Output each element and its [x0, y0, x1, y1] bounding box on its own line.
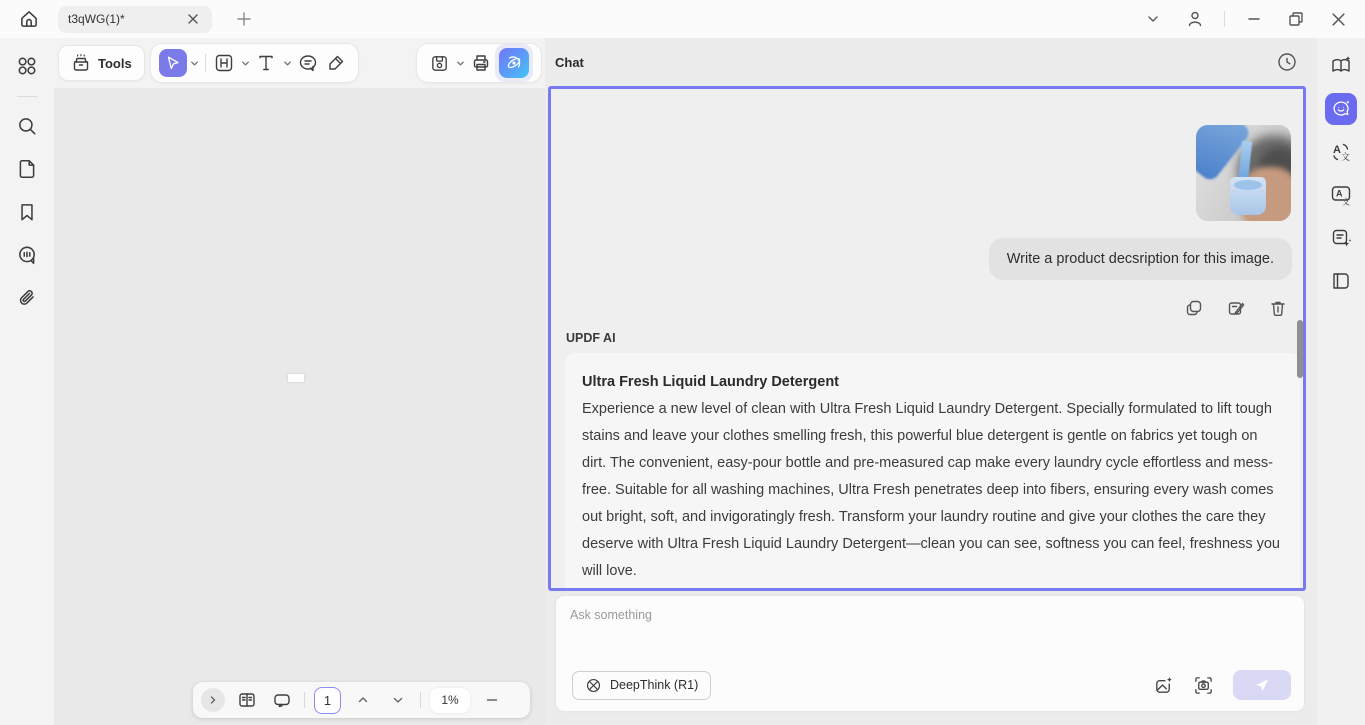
heading-tool-dropdown[interactable] [238, 56, 252, 70]
select-tool-dropdown[interactable] [187, 56, 201, 70]
text-icon [255, 52, 277, 74]
rewrite-icon [1226, 298, 1246, 318]
delete-icon [1268, 298, 1288, 318]
document-workspace [54, 38, 545, 725]
account-button[interactable] [1178, 4, 1212, 34]
collapse-navbar-button[interactable] [201, 688, 225, 712]
add-image-button[interactable] [1151, 673, 1175, 697]
home-icon [18, 8, 40, 30]
bookmark-icon [16, 201, 38, 223]
chevron-down-icon [1146, 12, 1160, 26]
tab-close-button[interactable] [184, 10, 202, 28]
account-icon [1185, 9, 1205, 29]
ai-response-body: Experience a new level of clean with Ultra Fresh Liquid Laundry Detergent. Specially formulated to lift tough stains and leave your clothes smelling fresh, this powerful blue detergent is gentle on fabrics yet tough on dirt. The convenient, easy-pour bottle and pre-measured cap make every laundry cycle effortless and mess-free. Suitable for all washing machines, Ultra Fresh penetrates deep into fibers, ensuring every wash comes out bright, soft, and invigoratingly fresh. Transform your laundry routine and give your clothes the care they deserve with Ultra Fresh Liquid Laundry Detergent—clean you can see, softness you can feel, freshness you will love. [582, 401, 1280, 579]
save-button[interactable] [425, 49, 453, 77]
user-message-text: Write a product decsription for this image. [1006, 251, 1274, 267]
navbar-separator [420, 692, 421, 708]
facing-pages-icon [1329, 269, 1353, 293]
tools-button-label: Tools [98, 55, 132, 71]
message-action-bar [1183, 297, 1289, 319]
sidebar-item-thumbnails[interactable] [12, 154, 42, 184]
tools-button[interactable] [58, 45, 145, 81]
screenshot-icon [1193, 675, 1214, 696]
user-message-bubble [989, 238, 1292, 280]
heading-tool-button[interactable] [210, 49, 238, 77]
sidebar-divider [17, 96, 37, 97]
text-tool-button[interactable] [252, 49, 280, 77]
presentation-mode-button[interactable] [269, 687, 295, 713]
chevron-down-icon [240, 58, 251, 69]
reader-ai-icon [1329, 54, 1353, 78]
sidebar-item-search[interactable] [12, 111, 42, 141]
chevron-right-icon [207, 694, 219, 706]
translate-icon [1329, 140, 1353, 164]
toolbar-separator [205, 54, 206, 72]
sidebar-item-translate[interactable] [1325, 136, 1357, 168]
highlighter-tool-button[interactable] [322, 49, 350, 77]
titlebar-dropdown-button[interactable] [1136, 4, 1170, 34]
page-number: 1 [323, 692, 332, 708]
sidebar-item-bookmarks[interactable] [12, 197, 42, 227]
sidebar-item-ai-chat[interactable] [1325, 93, 1357, 125]
navbar-separator [304, 692, 305, 708]
new-tab-button[interactable] [234, 9, 254, 29]
print-icon [470, 52, 492, 74]
comment-icon [297, 52, 319, 74]
add-image-icon [1153, 675, 1174, 696]
send-icon [1253, 676, 1271, 694]
ai-response-title: Ultra Fresh Liquid Laundry Detergent [582, 374, 839, 390]
svg-text:A: A [1336, 188, 1343, 199]
minimize-icon [1247, 12, 1261, 26]
search-icon [16, 115, 38, 137]
chat-input-card [556, 596, 1304, 711]
previous-page-button[interactable] [350, 687, 376, 713]
restore-icon [1288, 11, 1304, 27]
zoom-level: 1% [441, 693, 459, 707]
close-window-button[interactable] [1321, 4, 1355, 34]
select-tool-button[interactable] [159, 49, 187, 77]
window-controls [1136, 4, 1355, 34]
chevron-down-icon [391, 693, 405, 707]
window-controls-separator [1224, 11, 1225, 27]
save-icon [429, 53, 450, 74]
ai-chat-icon [1330, 98, 1352, 120]
chat-panel-header [545, 38, 1317, 86]
svg-text:文: 文 [1342, 197, 1350, 207]
plus-icon [236, 11, 252, 27]
chevron-up-icon [356, 693, 370, 707]
home-button[interactable] [16, 6, 42, 32]
svg-text:A: A [1333, 144, 1341, 156]
comment-tool-button[interactable] [294, 49, 322, 77]
zoom-out-button[interactable] [479, 687, 505, 713]
svg-text:文: 文 [1341, 152, 1351, 162]
document-page[interactable] [288, 374, 304, 382]
minus-icon [485, 693, 499, 707]
attached-image-thumbnail[interactable] [1196, 125, 1291, 221]
deepthink-toggle-button[interactable] [572, 671, 711, 700]
close-icon [1331, 12, 1346, 27]
text-tool-dropdown[interactable] [280, 56, 294, 70]
send-button[interactable] [1233, 670, 1291, 700]
highlighter-icon [325, 52, 347, 74]
chat-panel-title: Chat [555, 54, 584, 70]
two-page-view-button[interactable] [234, 687, 260, 713]
sidebar-item-attachments[interactable] [12, 283, 42, 313]
page-navigation-bar [193, 682, 530, 718]
close-icon [187, 13, 199, 25]
left-sidebar [0, 38, 54, 725]
copy-icon [1184, 298, 1204, 318]
save-dropdown[interactable] [453, 56, 467, 70]
thumbnails-icon [16, 158, 38, 180]
app-grid-icon [16, 55, 38, 77]
chat-input-toolbar [572, 670, 1291, 700]
deepseek-icon [585, 677, 602, 694]
audio-comment-icon [16, 244, 38, 266]
chevron-down-icon [455, 58, 466, 69]
annotation-tool-group [150, 43, 359, 83]
chat-scrollbar[interactable] [1297, 320, 1303, 378]
chevron-down-icon [189, 58, 200, 69]
sidebar-item-annotations[interactable] [12, 240, 42, 270]
next-page-button[interactable] [385, 687, 411, 713]
ai-sender-label: UPDF AI [566, 331, 616, 345]
presentation-icon [271, 689, 293, 711]
chat-input[interactable] [570, 608, 1110, 668]
attachment-icon [16, 287, 38, 309]
minimize-button[interactable] [1237, 4, 1271, 34]
file-tool-group [416, 43, 542, 83]
heading-icon [213, 52, 235, 74]
copy-message-button[interactable] [1183, 297, 1205, 319]
document-tab[interactable] [58, 6, 212, 33]
page-number-field[interactable] [314, 687, 341, 714]
chat-panel [545, 38, 1317, 725]
sidebar-item-facing-pages[interactable] [1325, 265, 1357, 297]
delete-message-button[interactable] [1267, 297, 1289, 319]
right-sidebar [1317, 38, 1365, 725]
detergent-cap-shape [1230, 177, 1266, 215]
sidebar-item-translate-page[interactable] [1325, 179, 1357, 211]
select-cursor-icon [164, 54, 182, 72]
history-icon [1276, 51, 1298, 73]
toolbox-icon [71, 53, 91, 73]
chat-conversation-selection[interactable] [548, 86, 1306, 591]
sidebar-item-ai-reader[interactable] [1325, 50, 1357, 82]
summarize-icon [1329, 226, 1353, 250]
main-toolbar [54, 38, 545, 88]
restore-button[interactable] [1279, 4, 1313, 34]
chat-history-button[interactable] [1275, 50, 1299, 74]
chevron-down-icon [282, 58, 293, 69]
rewrite-message-button[interactable] [1225, 297, 1247, 319]
print-button[interactable] [467, 49, 495, 77]
updf-ai-icon [499, 48, 529, 78]
ai-response-card [565, 353, 1300, 591]
updf-ai-button[interactable] [495, 44, 533, 82]
translate-box-icon [1329, 183, 1353, 207]
deepthink-label: DeepThink (R1) [610, 678, 699, 692]
sidebar-item-summarize[interactable] [1325, 222, 1357, 254]
screenshot-button[interactable] [1191, 673, 1215, 697]
sidebar-item-app-grid[interactable] [12, 51, 42, 81]
title-bar [0, 0, 1365, 38]
tab-title: t3qWG(1)* [68, 12, 125, 26]
two-page-view-icon [236, 689, 258, 711]
document-canvas[interactable] [54, 88, 545, 725]
zoom-level-field[interactable] [430, 688, 470, 713]
